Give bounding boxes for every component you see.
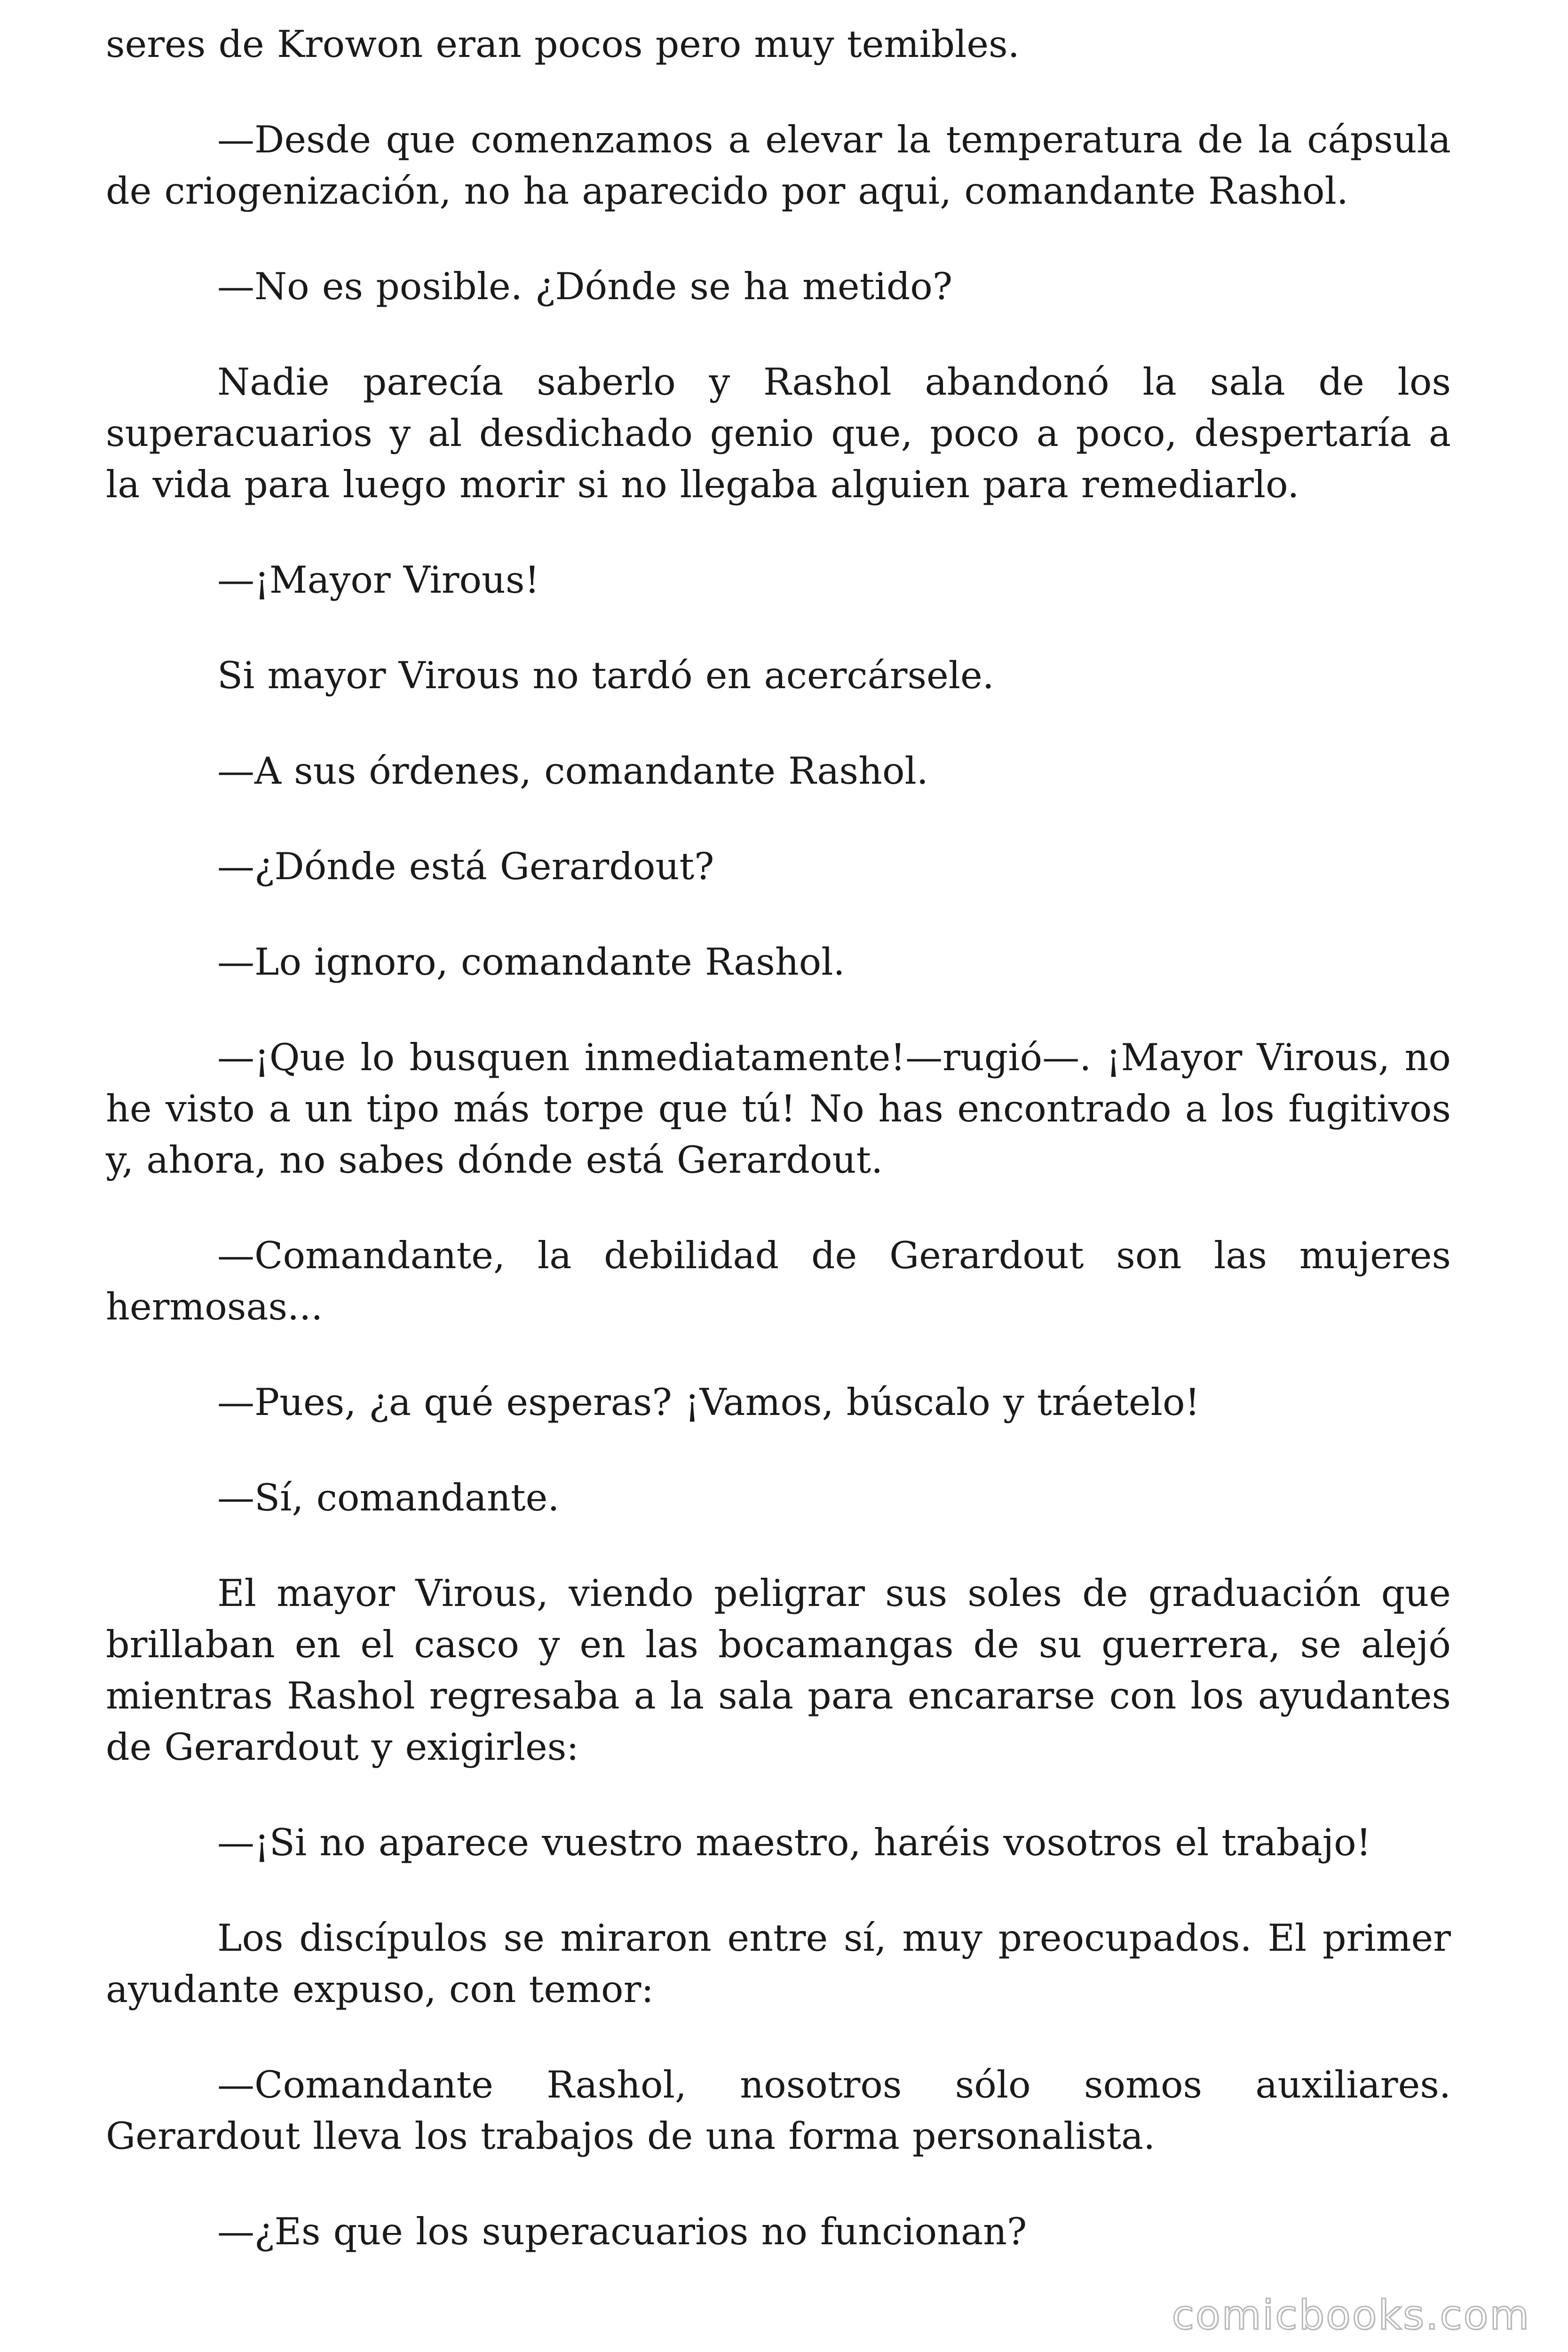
paragraph: —¡Si no aparece vuestro maestro, haréis vosotros el trabajo!	[217, 1821, 1371, 1864]
paragraph: —¡Mayor Virous!	[217, 558, 540, 602]
paragraph: seres de Krowon eran pocos pero muy temibles.	[106, 23, 1020, 66]
paragraph: Nadie parecía saberlo y Rashol abandonó la sala de los superacuarios y al desdichado genio que, poco a poco, despertaría a la vida para luego morir si no llegaba alguien para remediarlo.	[106, 360, 1451, 506]
paragraph: —Pues, ¿a qué esperas? ¡Vamos, búscalo y tráetelo!	[217, 1381, 1200, 1424]
paragraph: —Comandante, la debilidad de Gerardout son las mujeres hermosas...	[106, 1234, 1451, 1328]
document-page	[106, 19, 1451, 2302]
paragraph: —¿Es que los superacuarios no funcionan?	[217, 2210, 1027, 2253]
paragraph: Los discípulos se miraron entre sí, muy preocupados. El primer ayudante expuso, con temor:	[106, 1916, 1451, 2011]
paragraph: —Comandante Rashol, nosotros sólo somos auxiliares. Gerardout lleva los trabajos de una forma personalista.	[106, 2063, 1451, 2158]
paragraph: —¡Que lo busquen inmediatamente!—rugió—. ¡Mayor Virous, no he visto a un tipo más torpe que tú! No has encontrado a los fugitivos y, ahora, no sabes dónde está Gerardout.	[106, 1036, 1451, 1182]
paragraph: —Desde que comenzamos a elevar la temperatura de la cápsula de criogenización, no ha aparecido por aqui, comandante Rashol.	[106, 118, 1451, 213]
paragraph: El mayor Virous, viendo peligrar sus soles de graduación que brillaban en el casco y en las bocamangas de su guerrera, se alejó mientras Rashol regresaba a la sala para encararse con los ayudantes de Gerardout y exigirles:	[106, 1572, 1451, 1769]
paragraph: —¿Dónde está Gerardout?	[217, 845, 714, 888]
paragraph: Si mayor Virous no tardó en acercársele.	[217, 654, 994, 697]
paragraph: —No es posible. ¿Dónde se ha metido?	[217, 265, 953, 308]
paragraph: —Lo ignoro, comandante Rashol.	[217, 940, 845, 984]
paragraph: —Sí, comandante.	[217, 1476, 560, 1519]
watermark: comicbooks.com	[1172, 2292, 1530, 2339]
paragraph: —A sus órdenes, comandante Rashol.	[217, 749, 928, 793]
